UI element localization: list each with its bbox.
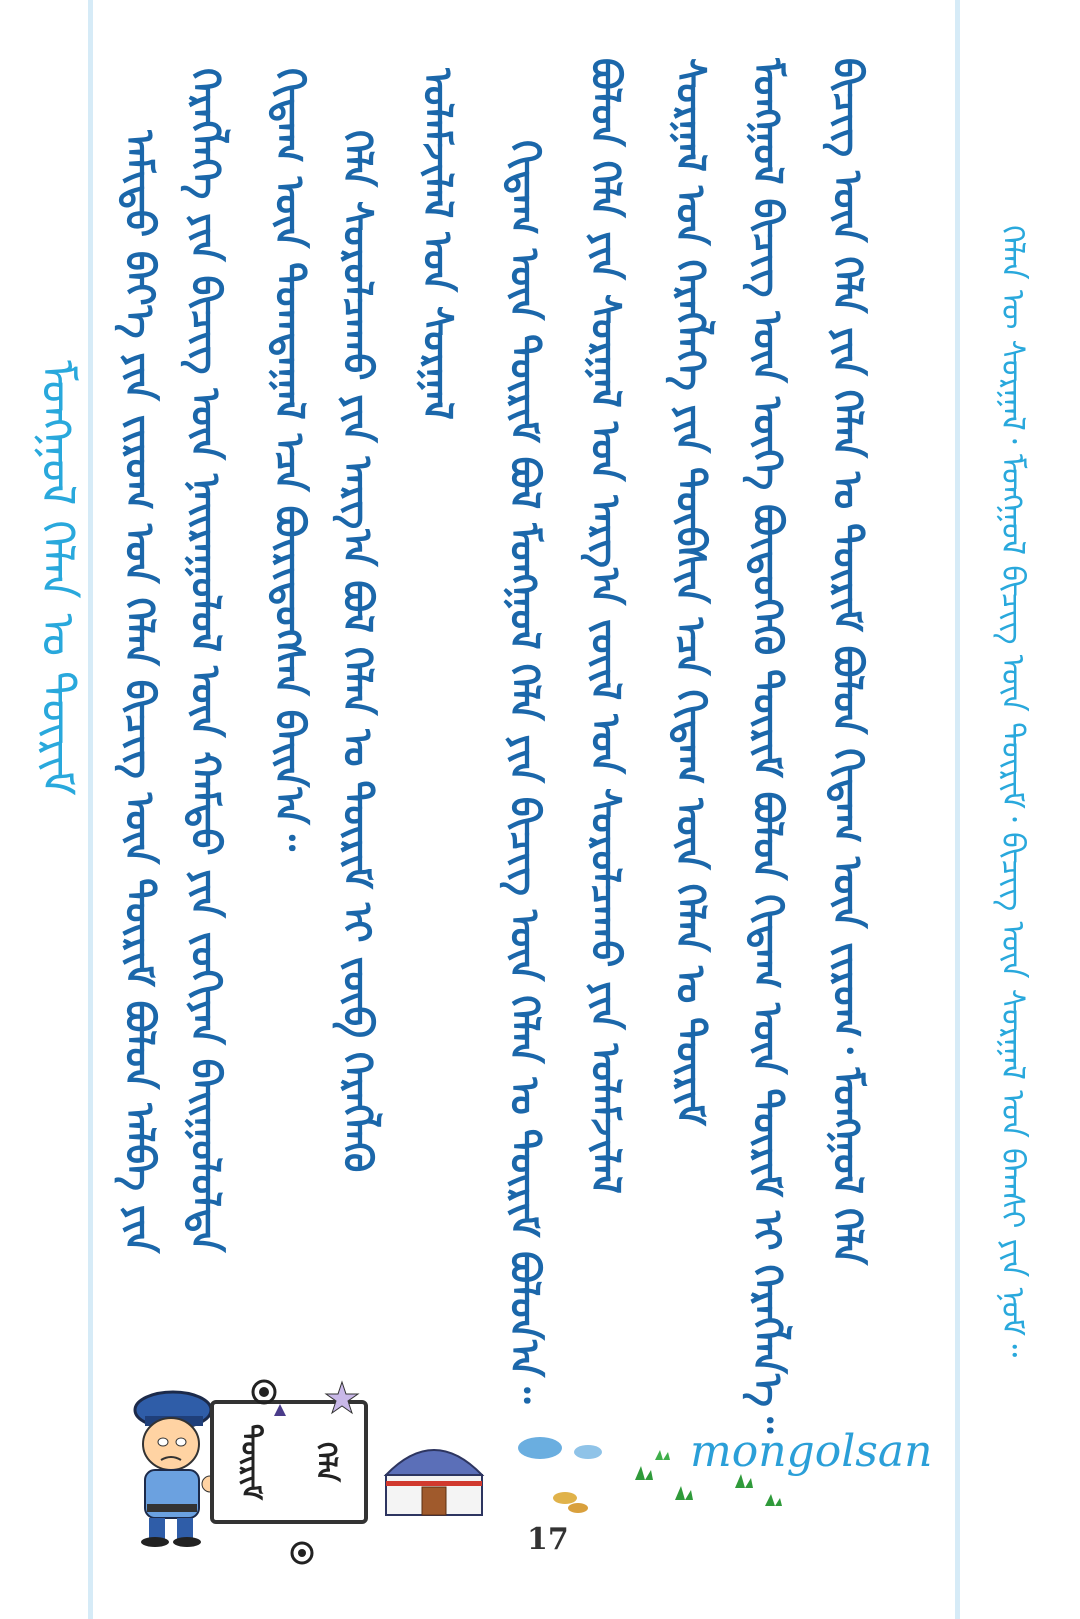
body-column-2: ᠬᠡᠷᠡᠭᠯᠡᠭᠡ ᠶᠢᠨ ᠪᠢᠴᠢᠭ ᠦᠨ ᠨᠠᠢᠷᠠᠭᠤᠯᠤᠯ ᠦᠨ ᠬᠠᠮᠲᠤ ᠶᠢᠨ ᠵᠣᠬᠢᠶᠠᠨ ᠪᠠᠢᠭᠤᠯᠤᠯᠲᠠ [182,68,228,1253]
body-column-4: ᠬᠡᠯᠡ ᠰᠤᠷᠤᠯᠴᠠᠬᠤ ᠶᠢᠨ ᠠᠷᠭ᠎ᠠ ᠪᠣᠯ ᠬᠡᠯᠡᠨ ᠤ ᠳᠦᠷᠢᠮ ᠢ ᠵᠥᠪ ᠬᠡᠷᠡᠭᠯᠡᠬᠦ [334,130,380,1173]
body-column-1: ᠠᠮᠢᠳᠤ ᠪᠡᠶ᠎ᠡ ᠶᠢᠨ ᠵᠢᠷᠤᠭ ᠤᠨ ᠬᠡᠯᠡᠨ ᠪᠢᠴᠢᠭ ᠦᠨ ᠳᠦᠷᠢᠮ ᠪᠣᠯᠤᠨ ᠠᠯᠪᠠ ᠶᠢᠨ [116,130,162,1254]
body-column-6: ᠬᠢᠳᠠᠭ ᠦᠨ ᠳᠦᠷᠢᠮ ᠪᠣᠯ ᠮᠣᠩᠭᠣᠯ ᠬᠡᠯᠡ ᠶᠢᠨ ᠪᠢᠴᠢᠭ ᠦᠨ ᠬᠡᠯᠡᠨ ᠤ ᠳᠦᠷᠢᠮ ᠪᠣᠯᠤᠨ᠎ᠠ᠃ [501,140,547,1404]
clouds-pebbles [510,1428,610,1518]
page-number: 17 [527,1522,569,1557]
body-column-5: ᠤᠯᠠᠮᠵᠢᠯᠠᠯ ᠤᠨ ᠰᠤᠷᠭᠠᠯ [414,68,460,420]
body-column-9: ᠮᠣᠩᠭᠣᠯ ᠪᠢᠴᠢᠭ ᠦᠨ ᠦᠭᠡ ᠪᠦᠲᠦᠭᠡᠬᠦ ᠳᠦᠷᠢᠮ ᠪᠣᠯᠤᠨ ᠬᠢᠳᠠᠭ ᠦᠨ ᠳᠦᠷᠢᠮ ᠢ ᠬᠡᠷᠡᠭᠯᠡᠨ᠎ᠡ᠃ [744,58,790,1434]
footnote: ᠬᠡᠯᠡᠨ ᠦ ᠰᠤᠷᠭᠠᠯ᠂ ᠮᠣᠩᠭᠣᠯ ᠪᠢᠴᠢᠭ ᠦᠨ ᠳᠦᠷᠢᠮ᠂ ᠪᠢᠴᠢᠭ ᠦᠨ ᠰᠤᠷᠭᠠᠯ ᠤᠨ ᠪᠠᠭᠰᠢ ᠶᠢᠨ ᠨᠣᠮ᠃ [994,225,1032,1358]
left-frame-bar [88,0,93,1619]
chapter-title: ᠮᠣᠩᠭᠣᠯ ᠬᠡᠯᠡᠨ ᠤ ᠳᠦᠷᠢᠮ [31,360,85,796]
sign-word-2: ᠬᠡᠯᠡ [310,1442,343,1482]
right-frame-bar [955,0,960,1619]
policeman-illustration [115,1372,225,1547]
body-column-7: ᠪᠣᠯᠤᠨ ᠬᠡᠯᠡ ᠶᠢᠨ ᠰᠤᠷᠭᠠᠯ ᠤᠨ ᠠᠷᠭ᠎ᠠ ᠵᠦᠢᠯ ᠤᠨ ᠰᠤᠷᠤᠯᠴᠠᠬᠤ ᠶᠢᠨ ᠤᠯᠠᠮᠵᠢᠯᠠᠯ [582,58,628,1194]
sign-word-1: ᠳᠦᠷᠢᠮ [235,1423,268,1501]
ger-illustration [378,1425,490,1525]
body-column-10: ᠪᠢᠴᠢᠭ ᠦᠨ ᠬᠡᠯᠡ ᠶᠢᠨ ᠬᠡᠯᠡᠨ ᠤ ᠳᠦᠷᠢᠮ ᠪᠣᠯᠤᠨ ᠬᠢᠳᠠᠭ ᠦᠨ ᠵᠢᠷᠤᠭ᠂ ᠮᠣᠩᠭᠣᠯ ᠬᠡᠯᠡ [824,58,870,1266]
body-column-8: ᠰᠤᠷᠭᠠᠯ ᠤᠨ ᠬᠡᠷᠡᠭᠯᠡᠭᠡ ᠶᠢᠨ ᠲᠦᠪᠰᠢᠨ ᠡᠴᠡ ᠬᠢᠳᠠᠭ ᠦᠨ ᠬᠡᠯᠡᠨ ᠤ ᠳᠦᠷᠢᠮ [667,58,713,1126]
body-column-3: ᠬᠢᠳᠠᠭ ᠦᠨ ᠲᠣᠭᠲᠠᠭᠠᠯ ᠡᠴᠡ ᠪᠦᠷᠢᠳᠦᠭᠰᠡᠨ ᠪᠠᠢᠨ᠎ᠠ᠃ [266,68,312,851]
decorative-stars [250,1378,370,1568]
brand-logo: mongolsan [690,1426,933,1477]
